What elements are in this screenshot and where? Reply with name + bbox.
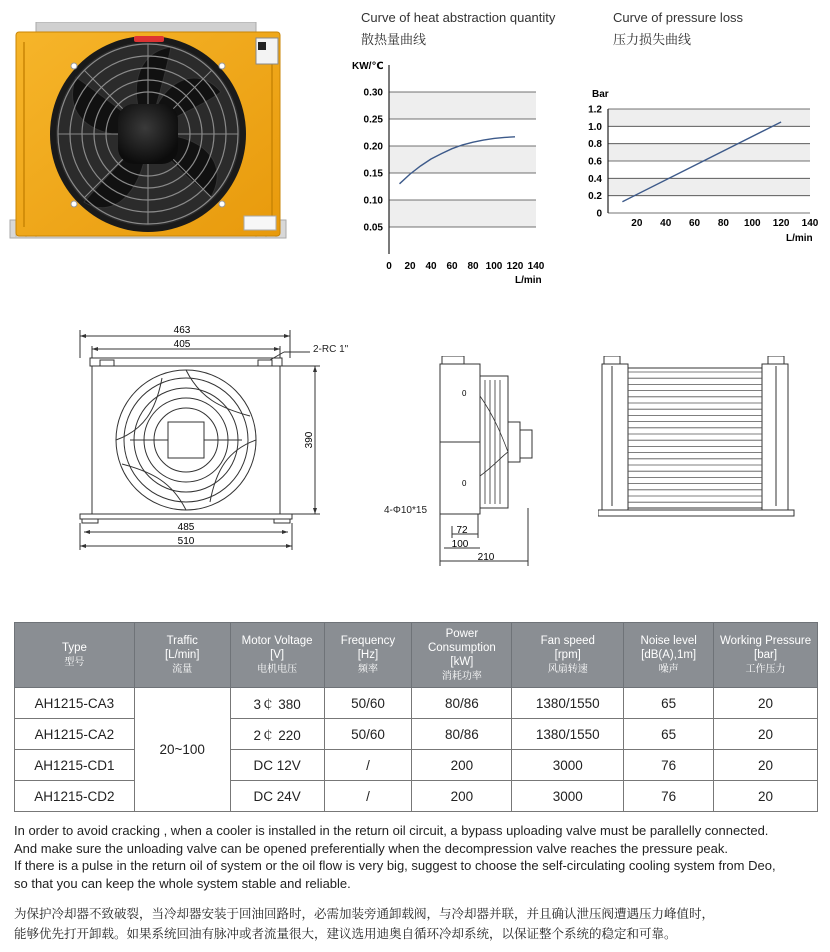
pressure-chart-title-cn: 压力损失曲线 — [613, 33, 692, 48]
x-tick-label: 20 — [404, 261, 416, 272]
product-photo — [6, 22, 290, 244]
pressure-chart-title: Curve of pressure loss — [613, 10, 744, 25]
header-voltage: Motor Voltage [V] 电机电压 — [230, 623, 324, 688]
cell-frequency: / — [324, 781, 412, 812]
note-line: And make sure the unloading valve can be opened preferentially when the decompression valve reaches the pressure peak. — [14, 840, 728, 856]
note-line: If there is a pulse in the return oil of system or the oil flow is very big, suggest to choose the self-circulating cooling system from Deo, — [14, 858, 776, 873]
dim-463: 463 — [173, 325, 191, 336]
cell-voltage: 2￠ 220 — [230, 719, 324, 750]
cell-type: AH1215-CD1 — [15, 750, 135, 781]
x-tick-label: 120 — [506, 261, 524, 272]
x-tick-label: 100 — [743, 218, 761, 229]
cell-fan-speed: 3000 — [512, 781, 624, 812]
dim-210: 210 — [477, 552, 495, 563]
grid-band — [608, 109, 810, 126]
x-tick-label: 20 — [631, 218, 643, 229]
x-tick-label: 40 — [660, 218, 672, 229]
cell-type: AH1215-CD2 — [15, 781, 135, 812]
cell-fan-speed: 3000 — [512, 750, 624, 781]
dim-72: 72 — [456, 525, 468, 536]
y-tick-label: 0.25 — [363, 114, 383, 126]
cell-type: AH1215-CA3 — [15, 688, 135, 719]
cell-noise: 76 — [624, 750, 714, 781]
cell-voltage: DC 12V — [230, 750, 324, 781]
y-tick-label: 1.2 — [588, 104, 602, 116]
header-type: Type 型号 — [15, 623, 135, 688]
heat-chart — [340, 55, 560, 295]
cell-frequency: / — [324, 750, 412, 781]
cell-type: AH1215-CA2 — [15, 719, 135, 750]
cell-frequency: 50/60 — [324, 688, 412, 719]
y-tick-label: 0 — [596, 208, 602, 220]
cell-voltage: 3￠ 380 — [230, 688, 324, 719]
cell-power: 80/86 — [412, 688, 512, 719]
x-tick-label: 60 — [446, 261, 458, 272]
cell-fan-speed: 1380/1550 — [512, 719, 624, 750]
heat-chart-title-cn: 散热量曲线 — [361, 33, 427, 48]
y-tick-label: 0.15 — [363, 168, 383, 180]
dim-rc: 2-RC 1" — [313, 344, 349, 355]
x-tick-label: 80 — [467, 261, 479, 272]
cell-power: 80/86 — [412, 719, 512, 750]
cell-pressure: 20 — [714, 750, 818, 781]
y-tick-label: 0.30 — [363, 87, 383, 99]
header-fan-speed: Fan speed [rpm] 风扇转速 — [512, 623, 624, 688]
dim-holes: 4-Φ10*15 — [384, 505, 428, 516]
cell-pressure: 20 — [714, 719, 818, 750]
note-line: 为保护冷却器不致破裂，当冷却器安装于回油回路时，必需加装旁通卸载阀，与冷却器并联，并且确认泄压阀遭遇压力峰值时， — [14, 906, 715, 921]
dim-390: 390 — [304, 431, 315, 449]
chinese-notes — [14, 904, 830, 944]
pressure-chart — [580, 85, 820, 250]
x-tick-label: 80 — [717, 218, 729, 229]
svg-text:0: 0 — [462, 479, 467, 488]
table-header-row — [15, 623, 818, 688]
header-power: Power Consumption [kW] 消耗功率 — [412, 623, 512, 688]
x-tick-label: 100 — [485, 261, 503, 272]
cell-frequency: 50/60 — [324, 719, 412, 750]
heat-xlabel: L/min — [515, 275, 542, 286]
heat-ylabel: KW/℃ — [352, 61, 384, 72]
y-tick-label: 0.10 — [363, 195, 383, 207]
y-tick-label: 0.4 — [588, 173, 602, 185]
x-tick-label: 0 — [386, 261, 392, 272]
x-tick-label: 60 — [689, 218, 701, 229]
side-view-drawing — [430, 356, 550, 566]
note-line: 能够优先打开卸载。如果系统回油有脉冲或者流量很大，建议选用迪奥自循环冷却系统，以保证整个系统的稳定和可靠。 — [14, 926, 677, 941]
x-tick-label: 140 — [527, 261, 545, 272]
note-line: In order to avoid cracking , when a cooler is installed in the return oil circuit, a bypass uploading valve must be parallelly connected. — [14, 823, 769, 838]
cell-fan-speed: 1380/1550 — [512, 688, 624, 719]
dim-485: 485 — [177, 522, 195, 533]
cell-pressure: 20 — [714, 781, 818, 812]
svg-text:0: 0 — [462, 389, 467, 398]
grid-band — [389, 92, 536, 119]
cell-voltage: DC 24V — [230, 781, 324, 812]
rear-view-drawing — [598, 356, 798, 526]
heat-chart-title: Curve of heat abstraction quantity — [361, 10, 556, 25]
header-traffic: Traffic [L/min] 流量 — [134, 623, 230, 688]
cell-noise: 76 — [624, 781, 714, 812]
cell-noise: 65 — [624, 719, 714, 750]
table-row — [15, 688, 818, 719]
header-noise: Noise level [dB(A),1m] 噪声 — [624, 623, 714, 688]
x-tick-label: 120 — [772, 218, 790, 229]
dim-100: 100 — [451, 539, 469, 550]
spec-table — [14, 622, 818, 812]
y-tick-label: 0.6 — [588, 156, 602, 168]
dim-405: 405 — [173, 339, 191, 350]
note-line: so that you can keep the whole system stable and reliable. — [14, 875, 351, 891]
y-tick-label: 0.20 — [363, 141, 383, 153]
y-tick-label: 0.8 — [588, 139, 602, 151]
english-notes — [14, 822, 830, 892]
y-tick-label: 0.2 — [588, 191, 602, 203]
x-tick-label: 40 — [425, 261, 437, 272]
header-pressure: Working Pressure [bar] 工作压力 — [714, 623, 818, 688]
y-tick-label: 0.05 — [363, 222, 383, 234]
front-view-drawing — [70, 318, 330, 558]
grid-band — [389, 146, 536, 173]
cell-power: 200 — [412, 781, 512, 812]
cell-pressure: 20 — [714, 688, 818, 719]
pressure-ylabel: Bar — [592, 89, 609, 100]
pressure-xlabel: L/min — [786, 233, 813, 244]
y-tick-label: 1.0 — [588, 121, 602, 133]
grid-band — [389, 200, 536, 227]
dim-510: 510 — [177, 536, 195, 547]
x-tick-label: 140 — [801, 218, 819, 229]
cell-traffic: 20~100 — [134, 688, 230, 812]
cell-power: 200 — [412, 750, 512, 781]
header-frequency: Frequency [Hz] 频率 — [324, 623, 412, 688]
cell-noise: 65 — [624, 688, 714, 719]
